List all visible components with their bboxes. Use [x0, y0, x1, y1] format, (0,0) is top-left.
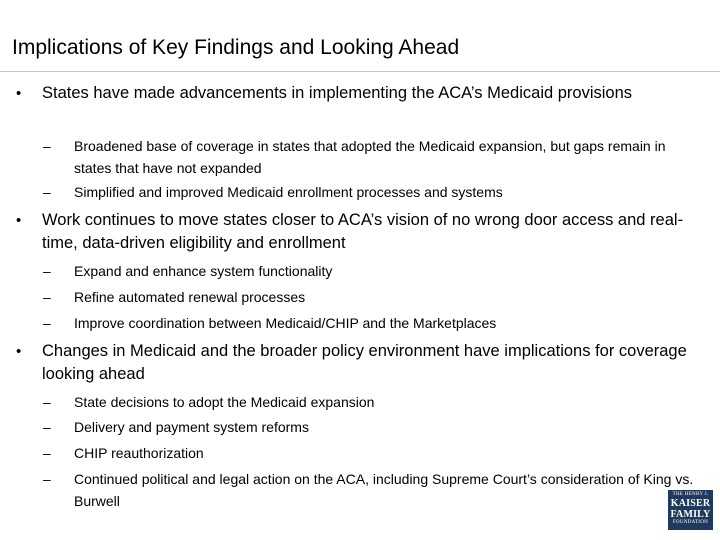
logo-line-4: FOUNDATION — [672, 520, 709, 525]
logo-line-3: FAMILY — [670, 509, 711, 520]
bullet-text: States have made advancements in implementing the ACA’s Medicaid provisions — [42, 84, 633, 102]
logo-line-1: THE HENRY J. — [672, 492, 709, 497]
logo-line-2: KAISER — [670, 498, 711, 509]
dash-marker: – — [43, 471, 51, 487]
sub-bullet-text: Continued political and legal action on the ACA, including Supreme Court’s consideration of King vs. Burwell — [74, 471, 694, 509]
title-divider — [0, 71, 720, 72]
dash-marker: – — [43, 419, 51, 435]
dash-marker: – — [43, 289, 51, 305]
bullet-marker: • — [16, 343, 22, 360]
sub-bullet-text: State decisions to adopt the Medicaid expansion — [74, 394, 375, 410]
sub-bullet-text: Broadened base of coverage in states that adopted the Medicaid expansion, but gaps remain in states that have not expanded — [74, 138, 666, 176]
sub-bullet-text: Expand and enhance system functionality — [74, 263, 333, 279]
kaiser-logo — [668, 490, 713, 530]
dash-marker: – — [43, 315, 51, 331]
bullet-text: Work continues to move states closer to ACA’s vision of no wrong door access and real-time, data-driven eligibility and enrollment — [42, 211, 684, 252]
slide-title: Implications of Key Findings and Looking Ahead — [12, 36, 460, 59]
sub-bullet-text: Delivery and payment system reforms — [74, 419, 309, 435]
sub-bullet-text: Improve coordination between Medicaid/CHIP and the Marketplaces — [74, 315, 497, 331]
dash-marker: – — [43, 263, 51, 279]
dash-marker: – — [43, 184, 51, 200]
dash-marker: – — [43, 394, 51, 410]
sub-bullet-text: Simplified and improved Medicaid enrollment processes and systems — [74, 184, 503, 200]
bullet-marker: • — [16, 85, 22, 102]
sub-bullet-text: Refine automated renewal processes — [74, 289, 306, 305]
bullet-text: Changes in Medicaid and the broader policy environment have implications for coverage looking ahead — [42, 342, 687, 383]
dash-marker: – — [43, 445, 51, 461]
bullet-marker: • — [16, 212, 22, 229]
sub-bullet-text: CHIP reauthorization — [74, 445, 204, 461]
dash-marker: – — [43, 138, 51, 154]
